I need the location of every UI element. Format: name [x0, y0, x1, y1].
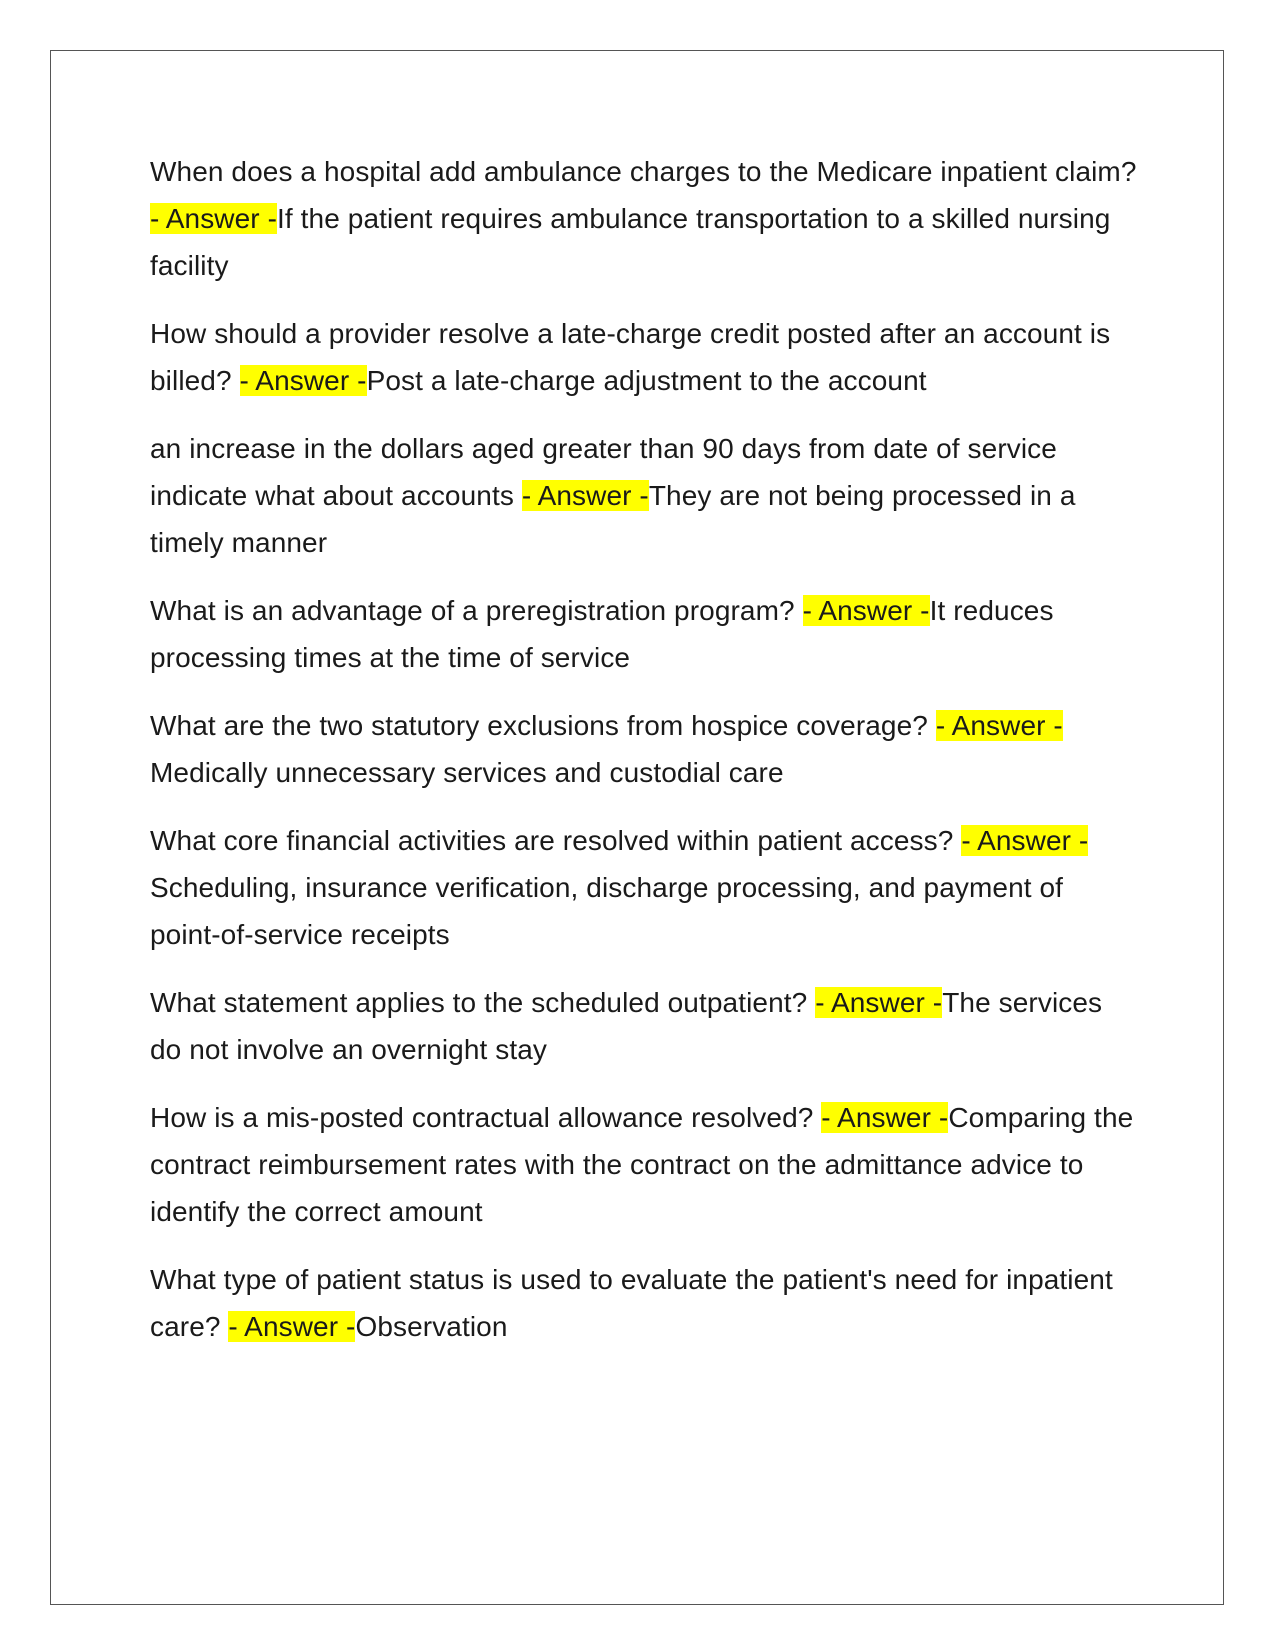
answer-marker: - Answer - — [935, 710, 1063, 741]
answer-marker: - Answer - — [521, 480, 649, 511]
document-body — [150, 148, 1140, 1371]
qa-item — [150, 817, 1140, 958]
answer-marker: - Answer - — [239, 365, 367, 396]
answer-marker: - Answer - — [821, 1102, 949, 1133]
question-text: How should a provider resolve a late-charge credit posted after an account is billed? — [150, 318, 1111, 396]
answer-marker: - Answer - — [802, 595, 930, 626]
answer-text: They are not being processed in a timely manner — [150, 480, 1076, 558]
answer-text: Medically unnecessary services and custodial care — [150, 757, 784, 788]
question-text: What is an advantage of a preregistration program? — [150, 595, 803, 626]
question-text: What core financial activities are resolved within patient access? — [150, 825, 962, 856]
qa-item — [150, 1256, 1140, 1350]
answer-marker: - Answer - — [815, 987, 943, 1018]
qa-item — [150, 425, 1140, 566]
qa-item — [150, 1094, 1140, 1235]
answer-text: Post a late-charge adjustment to the account — [366, 365, 927, 396]
answer-text: If the patient requires ambulance transportation to a skilled nursing facility — [150, 203, 1111, 281]
answer-text: Observation — [355, 1311, 508, 1342]
question-text: What are the two statutory exclusions from hospice coverage? — [150, 710, 936, 741]
answer-text: The services do not involve an overnight stay — [150, 987, 1103, 1065]
qa-item — [150, 702, 1140, 796]
answer-marker: - Answer - — [150, 203, 278, 234]
question-text: How is a mis-posted contractual allowance resolved? — [150, 1102, 822, 1133]
question-text: What statement applies to the scheduled outpatient? — [150, 987, 816, 1018]
question-text: When does a hospital add ambulance charges to the Medicare inpatient claim? — [150, 156, 1137, 187]
answer-text: Comparing the contract reimbursement rates with the contract on the admittance advice to identify the correct amount — [150, 1102, 1134, 1227]
qa-item — [150, 310, 1140, 404]
question-text: an increase in the dollars aged greater than 90 days from date of service indicate what about accounts — [150, 433, 1057, 511]
answer-marker: - Answer - — [228, 1311, 356, 1342]
answer-marker: - Answer - — [961, 825, 1089, 856]
answer-text: Scheduling, insurance verification, discharge processing, and payment of point-of-service receipts — [150, 872, 1064, 950]
qa-item — [150, 587, 1140, 681]
qa-item — [150, 979, 1140, 1073]
question-text: What type of patient status is used to evaluate the patient's need for inpatient care? — [150, 1264, 1113, 1342]
answer-text: It reduces processing times at the time of service — [150, 595, 1054, 673]
qa-item — [150, 148, 1140, 289]
